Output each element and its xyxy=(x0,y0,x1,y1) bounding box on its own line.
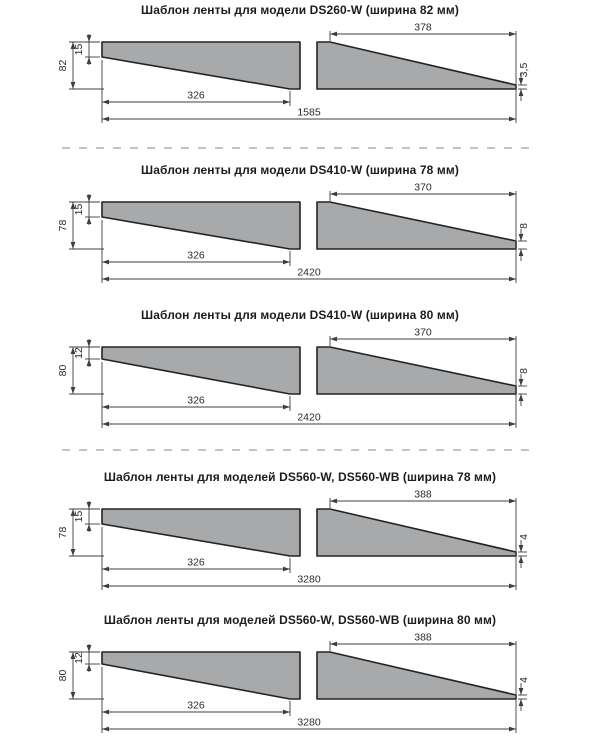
dimension-arrow xyxy=(330,337,337,342)
dim-right-scarf-length: 370 xyxy=(414,181,432,194)
dimension-arrow xyxy=(87,340,92,347)
band-template-drawing xyxy=(0,326,600,432)
dimension-arrow xyxy=(87,645,92,652)
dimension-arrow xyxy=(102,100,109,105)
dimension-arrow xyxy=(509,422,516,427)
dim-total-length: 1585 xyxy=(297,106,321,119)
dimension-arrow xyxy=(102,405,109,410)
dimension-arrow xyxy=(509,117,516,122)
dim-right-scarf-length: 388 xyxy=(414,631,432,644)
dimension-arrow xyxy=(330,192,337,197)
band-template-drawing xyxy=(0,181,600,287)
diagram-title: Шаблон ленты для модели DS260-W (ширина 82 мм) xyxy=(141,3,459,17)
dim-total-length: 3280 xyxy=(297,716,321,729)
dimension-arrow xyxy=(509,192,516,197)
diagram-title: Шаблон ленты для модели DS410-W (ширина 78 мм) xyxy=(141,163,459,177)
band-left-end-shape xyxy=(102,202,300,249)
dimension-arrow xyxy=(71,82,76,89)
diagram-ds410-w-78mm xyxy=(0,162,600,287)
band-right-end-shape xyxy=(317,42,516,89)
dim-total-length: 2420 xyxy=(297,411,321,424)
dimension-arrow xyxy=(87,524,92,531)
dashed-divider xyxy=(62,449,538,451)
dimension-arrow xyxy=(102,567,109,572)
dimension-arrow xyxy=(283,710,290,715)
diagram-title: Шаблон ленты для моделей DS560-W, DS560-WB (ширина 80 мм) xyxy=(103,613,497,627)
dim-band-width: 82 xyxy=(57,59,69,72)
dimension-arrow xyxy=(519,89,524,96)
dimension-arrow xyxy=(87,195,92,202)
dimension-arrow xyxy=(71,387,76,394)
dimension-arrow xyxy=(519,556,524,563)
band-left-end-shape xyxy=(102,347,300,394)
dim-right-tip-thickness: 8 xyxy=(518,368,530,374)
dimension-arrow xyxy=(509,499,516,504)
dim-right-tip-thickness: 3,5 xyxy=(518,62,530,78)
diagram-ds560-w-wb-80mm xyxy=(0,612,600,737)
dimension-arrow xyxy=(87,502,92,509)
dimension-arrow xyxy=(87,35,92,42)
dim-band-width: 80 xyxy=(57,669,69,682)
dimension-arrow xyxy=(330,499,337,504)
dimension-arrow xyxy=(330,642,337,647)
band-left-end-shape xyxy=(102,509,300,556)
dim-right-tip-thickness: 8 xyxy=(518,223,530,229)
dimension-arrow xyxy=(519,379,524,386)
dimension-arrow xyxy=(283,260,290,265)
diagram-ds260-w-82mm xyxy=(0,2,600,127)
dimension-arrow xyxy=(87,57,92,64)
dimension-arrow xyxy=(102,117,109,122)
dim-total-length: 2420 xyxy=(297,266,321,279)
dimension-arrow xyxy=(509,337,516,342)
dim-band-width: 80 xyxy=(57,364,69,377)
dimension-arrow xyxy=(87,217,92,224)
dim-left-scarf-length: 326 xyxy=(187,556,205,569)
dimension-arrow xyxy=(509,277,516,282)
dimension-arrow xyxy=(87,664,92,671)
dimension-arrow xyxy=(102,422,109,427)
band-left-end-shape xyxy=(102,42,300,89)
band-right-end-shape xyxy=(317,509,516,556)
band-template-drawing xyxy=(0,631,600,737)
dimension-arrow xyxy=(519,78,524,85)
band-left-end-shape xyxy=(102,652,300,699)
dimension-arrow xyxy=(519,249,524,256)
dimension-arrow xyxy=(87,359,92,366)
dimension-arrow xyxy=(283,567,290,572)
dim-left-scarf-length: 326 xyxy=(187,699,205,712)
dim-right-scarf-length: 388 xyxy=(414,488,432,501)
dimension-arrow xyxy=(102,277,109,282)
dim-left-end-thickness: 15 xyxy=(73,510,85,523)
dim-left-scarf-length: 326 xyxy=(187,394,205,407)
dim-left-end-thickness: 12 xyxy=(73,652,85,664)
band-right-end-shape xyxy=(317,347,516,394)
dimension-arrow xyxy=(519,234,524,241)
dimension-arrow xyxy=(71,692,76,699)
dimension-arrow xyxy=(71,549,76,556)
dimension-arrow xyxy=(509,32,516,37)
diagram-ds410-w-80mm xyxy=(0,307,600,432)
dimension-arrow xyxy=(509,584,516,589)
dim-band-width: 78 xyxy=(57,219,69,232)
band-template-drawing xyxy=(0,21,600,127)
dimension-arrow xyxy=(283,100,290,105)
dimension-arrow xyxy=(519,545,524,552)
dimension-arrow xyxy=(102,710,109,715)
dimension-arrow xyxy=(102,584,109,589)
dim-left-scarf-length: 326 xyxy=(187,89,205,102)
dimension-arrow xyxy=(519,688,524,695)
dim-right-scarf-length: 378 xyxy=(414,21,432,34)
dimension-arrow xyxy=(519,699,524,706)
dimension-arrow xyxy=(71,242,76,249)
dim-left-end-thickness: 15 xyxy=(73,203,85,216)
band-right-end-shape xyxy=(317,202,516,249)
dimension-arrow xyxy=(102,727,109,732)
dimension-arrow xyxy=(509,727,516,732)
dim-right-tip-thickness: 4 xyxy=(518,534,530,540)
dim-right-scarf-length: 370 xyxy=(414,326,432,339)
diagram-title: Шаблон ленты для моделей DS560-W, DS560-WB (ширина 78 мм) xyxy=(103,470,497,484)
diagram-ds560-w-wb-78mm xyxy=(0,469,600,594)
dashed-divider xyxy=(62,147,538,149)
dimension-arrow xyxy=(283,405,290,410)
diagram-title: Шаблон ленты для модели DS410-W (ширина 80 мм) xyxy=(141,308,459,322)
dimension-arrow xyxy=(509,642,516,647)
dim-left-scarf-length: 326 xyxy=(187,249,205,262)
dimension-arrow xyxy=(330,32,337,37)
band-template-drawing xyxy=(0,488,600,594)
dimension-arrow xyxy=(519,394,524,401)
dim-right-tip-thickness: 4 xyxy=(518,677,530,683)
dim-band-width: 78 xyxy=(57,526,69,539)
dimension-arrow xyxy=(102,260,109,265)
dim-left-end-thickness: 12 xyxy=(73,347,85,359)
dim-total-length: 3280 xyxy=(297,573,321,586)
band-right-end-shape xyxy=(317,652,516,699)
dim-left-end-thickness: 15 xyxy=(73,43,85,56)
